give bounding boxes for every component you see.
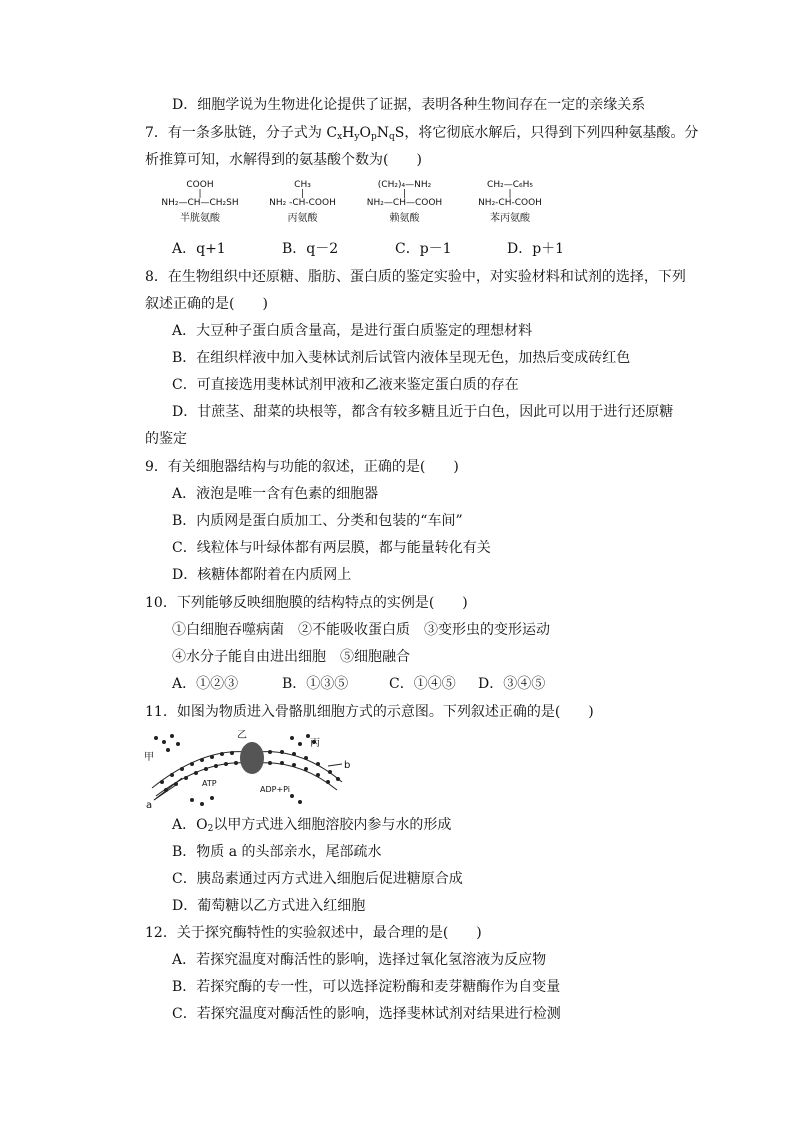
q8-option-d-line1: D．甘蔗茎、甜菜的块根等，都含有较多糖且近于白色，因此可以用于进行还原糖 bbox=[172, 404, 674, 420]
q9-option-a: A．液泡是唯一含有色素的细胞器 bbox=[172, 486, 379, 502]
q10-items-line2: ④水分子能自由进出细胞 ⑤细胞融合 bbox=[172, 649, 410, 665]
q8-option-b: B．在组织样液中加入斐林试剂后试管内液体呈现无色，加热后变成砖红色 bbox=[172, 350, 631, 366]
q7-option-c: C．p－1 bbox=[395, 241, 452, 257]
label-adp: ADP+Pi bbox=[260, 785, 291, 794]
q10-option-d: D．③④⑤ bbox=[478, 676, 546, 692]
q11-stem: 11．如图为物质进入骨骼肌细胞方式的示意图。下列叙述正确的是( ) bbox=[145, 704, 594, 720]
label-b: b bbox=[344, 760, 351, 771]
q11-option-c: C．胰岛素通过丙方式进入细胞后促进糖原合成 bbox=[172, 871, 463, 887]
q10-stem: 10．下列能够反映细胞膜的结构特点的实例是( ) bbox=[145, 595, 468, 611]
q8-option-a: A．大豆种子蛋白质含量高，是进行蛋白质鉴定的理想材料 bbox=[172, 323, 533, 339]
carrier-protein bbox=[240, 742, 264, 774]
amino-acid-lysine: (CH₂)₄—NH₂ | NH₂—CH—COOH 赖氨酸 bbox=[366, 180, 443, 224]
membrane-transport-diagram bbox=[142, 730, 362, 810]
label-atp: ATP bbox=[202, 779, 217, 788]
q10-option-a: A．①②③ bbox=[172, 676, 239, 692]
amino-acid-alanine: CH₃ | NH₂ -CH-COOH 丙氨酸 bbox=[269, 180, 336, 224]
q10-option-b: B．①③⑤ bbox=[282, 676, 349, 692]
q7-stem-line1: 7．有一条多肽链，分子式为 $C_xH_yO_pN_qS$，将它彻底水解后，只得到下列四种氨基酸。分 bbox=[145, 125, 699, 142]
amino-acid-cysteine: COOH | NH₂—CH—CH₂SH 半胱氨酸 bbox=[161, 180, 239, 224]
q8-stem-line2: 叙述正确的是( ) bbox=[145, 296, 268, 312]
q10-items-line1: ①白细胞吞噬病菌 ②不能吸收蛋白质 ③变形虫的变形运动 bbox=[172, 622, 550, 638]
q11-option-d: D．葡萄糖以乙方式进入红细胞 bbox=[172, 898, 366, 914]
label-jia: 甲 bbox=[144, 752, 154, 763]
q12-option-a: A．若探究温度对酶活性的影响，选择过氧化氢溶液为反应物 bbox=[172, 952, 547, 968]
q8-stem-line1: 8．在生物组织中还原糖、脂肪、蛋白质的鉴定实验中，对实验材料和试剂的选择，下列 bbox=[145, 269, 686, 285]
q8-option-c: C．可直接选用斐林试剂甲液和乙液来鉴定蛋白质的存在 bbox=[172, 377, 519, 393]
q7-option-b: B．q－2 bbox=[282, 241, 339, 257]
outer-leaflet-right bbox=[257, 752, 342, 782]
q11-option-a: A．$O_2$以甲方式进入细胞溶胶内参与水的形成 bbox=[172, 817, 452, 834]
q7-stem-line2: 析推算可知，水解得到的氨基酸个数为( ) bbox=[145, 152, 422, 168]
q12-option-c: C．若探究温度对酶活性的影响，选择斐林试剂对结果进行检测 bbox=[172, 1006, 561, 1022]
q9-option-d: D．核糖体都附着在内质网上 bbox=[172, 567, 352, 583]
q10-options bbox=[172, 675, 545, 693]
q9-stem: 9．有关细胞器结构与功能的叙述，正确的是( ) bbox=[145, 459, 459, 475]
q9-option-c: C．线粒体与叶绿体都有两层膜，都与能量转化有关 bbox=[172, 540, 491, 556]
outer-leaflet-left bbox=[152, 752, 247, 788]
q12-stem: 12．关于探究酶特性的实验叙述中，最合理的是( ) bbox=[145, 925, 482, 941]
q8-option-d-line2: 的鉴定 bbox=[145, 431, 187, 447]
q7-option-a: A．q+1 bbox=[172, 241, 226, 257]
q10-option-c: C．①④⑤ bbox=[389, 676, 456, 692]
label-bing: 丙 bbox=[310, 738, 320, 749]
q9-option-b: B．内质网是蛋白质加工、分类和包装的“车间” bbox=[172, 513, 463, 529]
q6-option-d: D．细胞学说为生物进化论提供了证据，表明各种生物间存在一定的亲缘关系 bbox=[172, 97, 646, 113]
q7-option-d: D．p＋1 bbox=[507, 241, 565, 257]
q7-options bbox=[172, 240, 564, 258]
amino-acid-phenylalanine: CH₂—C₆H₅ | NH₂-CH-COOH 苯丙氨酸 bbox=[478, 180, 542, 224]
q12-option-b: B．若探究酶的专一性，可以选择淀粉酶和麦芽糖酶作为自变量 bbox=[172, 979, 561, 995]
label-a: a bbox=[146, 800, 153, 810]
label-yi: 乙 bbox=[237, 730, 247, 741]
q11-option-b: B．物质 a 的头部亲水，尾部疏水 bbox=[172, 844, 382, 860]
